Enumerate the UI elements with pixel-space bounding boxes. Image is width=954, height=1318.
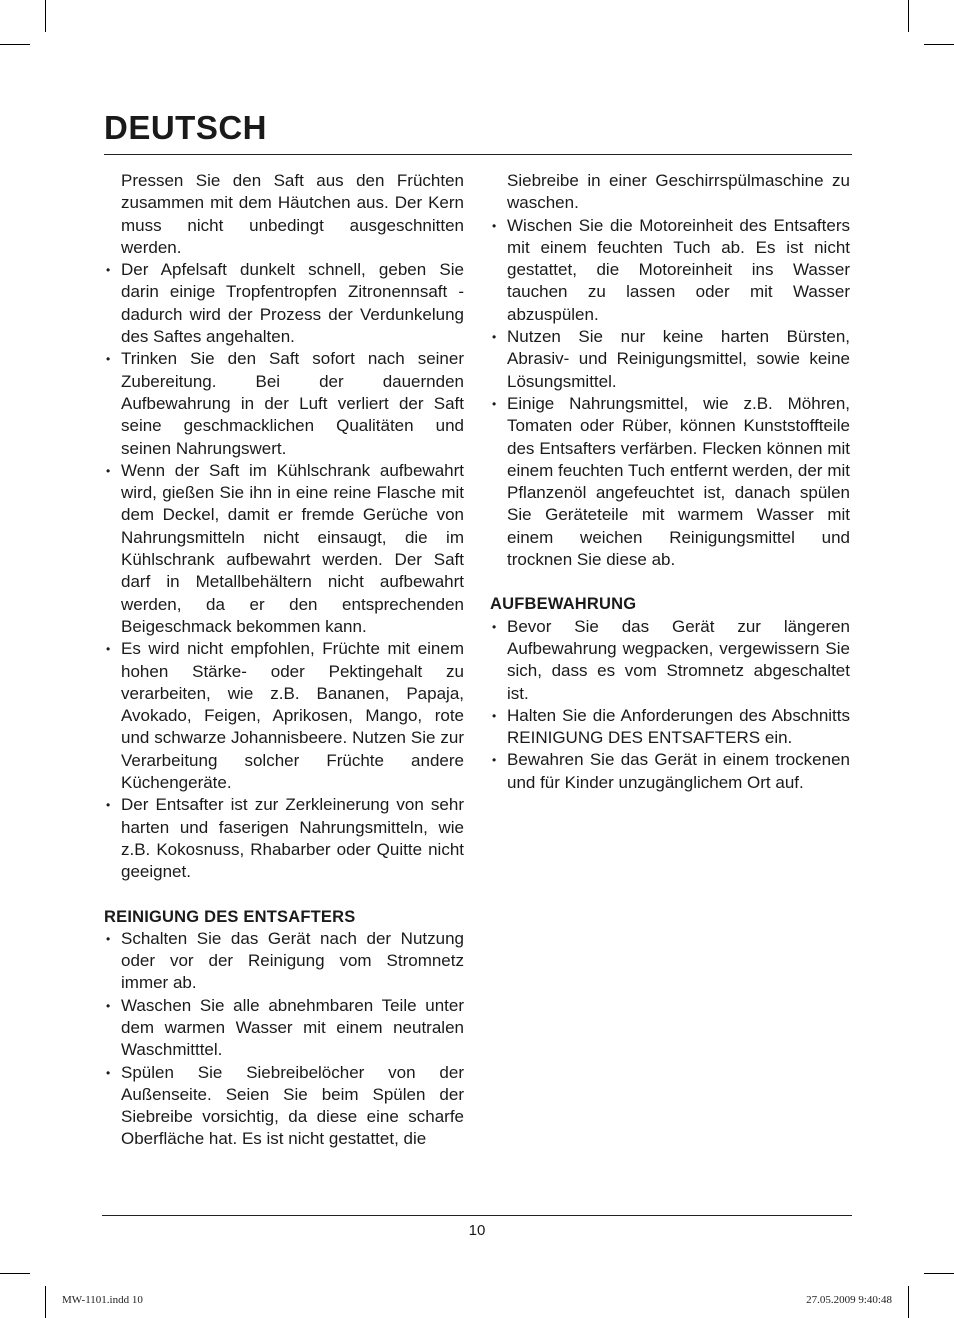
- list-item: • Halten Sie die Anforderungen des Abschnitts REINIGUNG DES ENTSAFTERS ein.: [490, 705, 850, 750]
- section-gap: [490, 571, 850, 593]
- section-gap: [104, 884, 464, 906]
- footer-divider: [102, 1215, 852, 1216]
- crop-mark-bottom-right-v: [908, 1286, 909, 1318]
- list-item: • Bewahren Sie das Gerät in einem trockenen und für Kinder unzugänglichem Ort auf.: [490, 749, 850, 794]
- crop-mark-top-right-h: [924, 44, 954, 45]
- page-header: [104, 106, 852, 155]
- crop-mark-top-left-h: [0, 44, 30, 45]
- page-title: DEUTSCH: [104, 109, 268, 146]
- intro-continuation: Pressen Sie den Saft aus den Früchten zusammen mit dem Häutchen aus. Der Kern muss nicht unbedingt ausgeschnitten werden.: [121, 171, 464, 257]
- crop-mark-top-left-v: [45, 0, 46, 32]
- list-item: • Spülen Sie Siebreibelöcher von der Außenseite. Seien Sie beim Spülen der Siebreibe vorsichtig, da diese eine scharfe Oberfläche hat. Es ist nicht gestattet, die: [104, 1062, 464, 1151]
- list-item: • Der Entsafter ist zur Zerkleinerung von sehr harten und faserigen Nahrungsmitteln, wie z.B. Kokosnuss, Rhabarber oder Quitte nicht geeignet.: [104, 794, 464, 883]
- crop-mark-bottom-right-h: [924, 1273, 954, 1274]
- list-item: • Nutzen Sie nur keine harten Bürsten, Abrasiv- und Reinigungsmittel, sowie keine Lösungsmittel.: [490, 326, 850, 393]
- left-column: [104, 170, 464, 1151]
- crop-mark-top-right-v: [908, 0, 909, 32]
- list-item: • Waschen Sie alle abnehmbaren Teile unter dem warmen Wasser mit einem neutralen Waschmitttel.: [104, 995, 464, 1062]
- print-slug-timestamp: 27.05.2009 9:40:48: [806, 1294, 892, 1306]
- crop-mark-bottom-left-v: [45, 1286, 46, 1318]
- list-item: • Es wird nicht empfohlen, Früchte mit einem hohen Stärke- oder Pektingehalt zu verarbeiten, wie z.B. Bananen, Papaja, Avokado, Feigen, Aprikosen, Mango, rote und schwarze Johannisbeere. Nutzen Sie zur Verarbeitung solcher Früchte andere Küchengeräte.: [104, 638, 464, 794]
- right-column: [490, 170, 850, 794]
- cleaning-continuation: Siebreibe in einer Geschirrspülmaschine zu waschen.: [507, 171, 850, 213]
- list-item: • Einige Nahrungsmittel, wie z.B. Möhren, Tomaten oder Rüber, können Kunststoffteile des Entsafters verfärben. Flecken können mit einem feuchten Tuch entfernt werden, der mit Pflanzenöl angefeuchtet ist, danach spülen Sie Geräteteile mit warmem Wasser mit einem weichen Reinigungsmittel und trocknen Sie diese ab.: [490, 393, 850, 571]
- print-slug-file: MW-1101.indd 10: [62, 1294, 143, 1306]
- storage-list: [490, 616, 850, 794]
- list-item: • Wischen Sie die Motoreinheit des Entsafters mit einem feuchten Tuch ab. Es ist nicht gestattet, die Motoreinheit ins Wasser tauchen zu lassen oder mit Wasser abzuspülen.: [490, 215, 850, 326]
- list-item: • Schalten Sie das Gerät nach der Nutzung oder vor der Reinigung vom Stromnetz immer ab.: [104, 928, 464, 995]
- list-item: • Wenn der Saft im Kühlschrank aufbewahrt wird, gießen Sie ihn in eine reine Flasche mit dem Deckel, damit er fremde Gerüche von Nahrungsmitteln nicht einsaugt, die im Kühlschrank aufbewahrt werden. Der Saft darf in Metallbehältern nicht aufbewahrt werden, da er den entsprechenden Beigeschmack bekommen kann.: [104, 460, 464, 638]
- cleaning-list-continued: [490, 215, 850, 572]
- section-heading-cleaning: REINIGUNG DES ENTSAFTERS: [104, 907, 356, 926]
- crop-mark-bottom-left-h: [0, 1273, 30, 1274]
- cleaning-list: [104, 928, 464, 1151]
- page-number: 10: [468, 1222, 486, 1239]
- tips-list: [104, 259, 464, 883]
- list-item: • Bevor Sie das Gerät zur längeren Aufbewahrung wegpacken, vergewissern Sie sich, dass es vom Stromnetz abgeschaltet ist.: [490, 616, 850, 705]
- list-item: • Der Apfelsaft dunkelt schnell, geben Sie darin einige Tropfentropfen Zitronennsaft - dadurch wird der Prozess der Verdunkelung des Saftes angehalten.: [104, 259, 464, 348]
- list-item: • Trinken Sie den Saft sofort nach seiner Zubereitung. Bei der dauernden Aufbewahrung in der Luft verliert der Saft seine geschmacklichen Qualitäten und seinen Nahrungswert.: [104, 348, 464, 459]
- section-heading-storage: AUFBEWAHRUNG: [490, 595, 637, 614]
